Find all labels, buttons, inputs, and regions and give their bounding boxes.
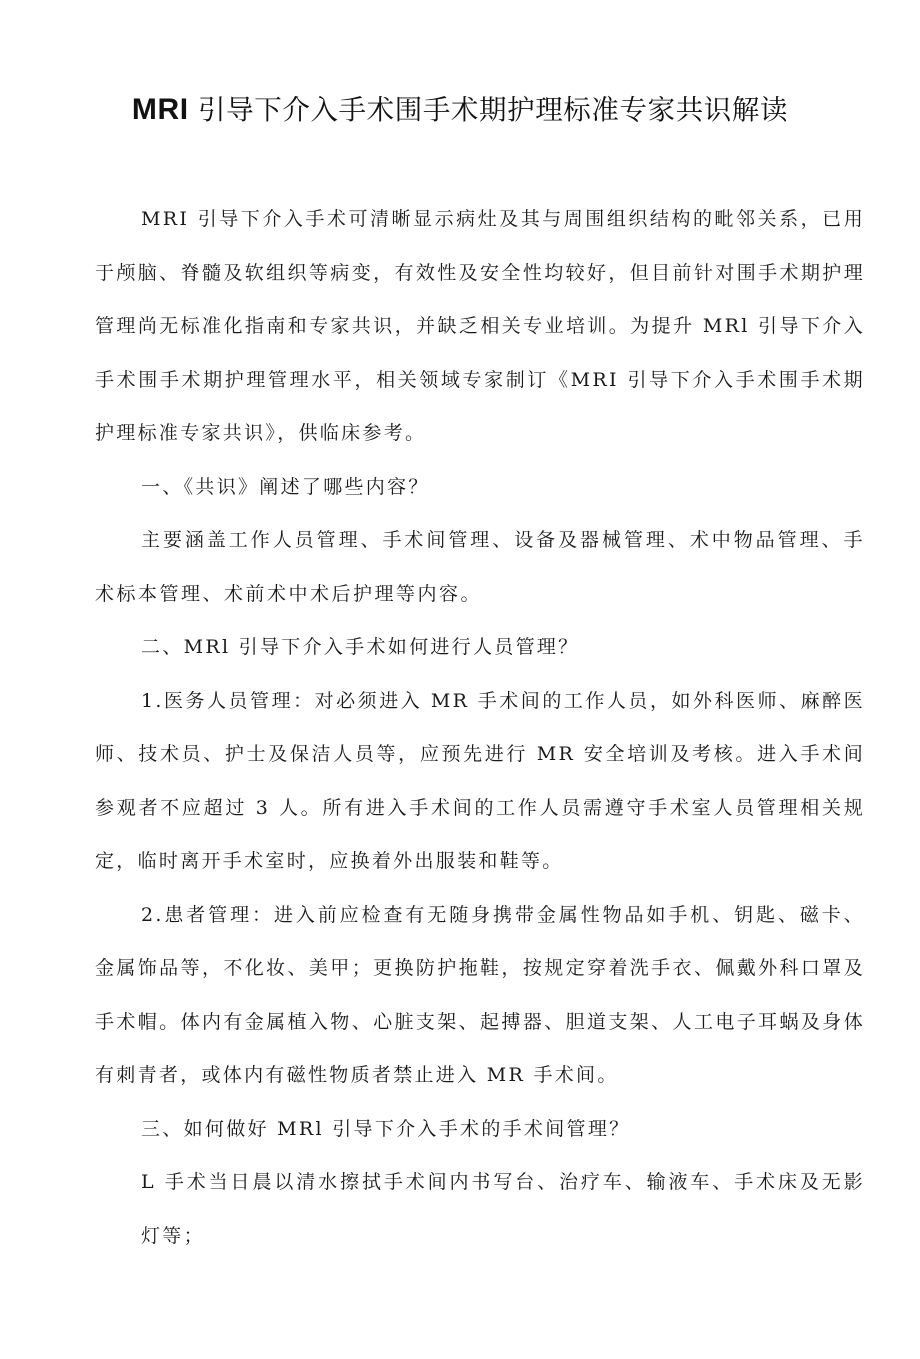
section-heading-2: 二、MRl 引导下介入手术如何进行人员管理？ xyxy=(141,636,580,658)
title-text: 引导下介入手术围手术期护理标准专家共识解读 xyxy=(188,94,789,126)
document-body xyxy=(95,193,865,1263)
title-abbreviation: MRI xyxy=(131,93,189,126)
section-heading-3: 三、如何做好 MRl 引导下介入手术的手术间管理？ xyxy=(141,1117,631,1140)
patient-management-paragraph: 2.患者管理：进入前应检查有无随身携带金属性物品如手机、钥匙、磁卡、金属饰品等，不化妆、美甲；更换防护拖鞋，按规定穿着洗手衣、佩戴外科口罩及手术帽。体内有金属植入物、心脏支架、起搏器、胆道支架、人工电子耳蜗及身体有刺青者，或体内有磁性物质者禁止进入 MR 手术间。 xyxy=(95,903,865,1086)
document-title xyxy=(60,88,860,132)
room-management-item: L 手术当日晨以清水擦拭手术间内书写台、治疗车、输液车、手术床及无影灯等； xyxy=(141,1171,865,1247)
staff-management-paragraph: 1.医务人员管理：对必须进入 MR 手术间的工作人员，如外科医师、麻醉医师、技术员、护士及保洁人员等，应预先进行 MR 安全培训及考核。进入手术间参观者不应超过 3 人。所有进入手术间的工作人员需遵守手术室人员管理相关规定，临时离开手术室时，应换着外出服装和鞋等。 xyxy=(95,689,865,872)
intro-paragraph: MRI 引导下介入手术可清晰显示病灶及其与周围组织结构的毗邻关系，已用于颅脑、脊髓及软组织等病变，有效性及安全性均较好，但目前针对围手术期护理管理尚无标准化指南和专家共识，并缺乏相关专业培训。为提升 MRl 引导下介入手术围手术期护理管理水平，相关领域专家制订《MRI 引导下介入手术围手术期护理标准专家共识》，供临床参考。 xyxy=(95,208,865,444)
section-heading-1: 一、《共识》阐述了哪些内容？ xyxy=(141,475,430,498)
section-1-paragraph: 主要涵盖工作人员管理、手术间管理、设备及器械管理、术中物品管理、手术标本管理、术前术中术后护理等内容。 xyxy=(95,529,865,605)
